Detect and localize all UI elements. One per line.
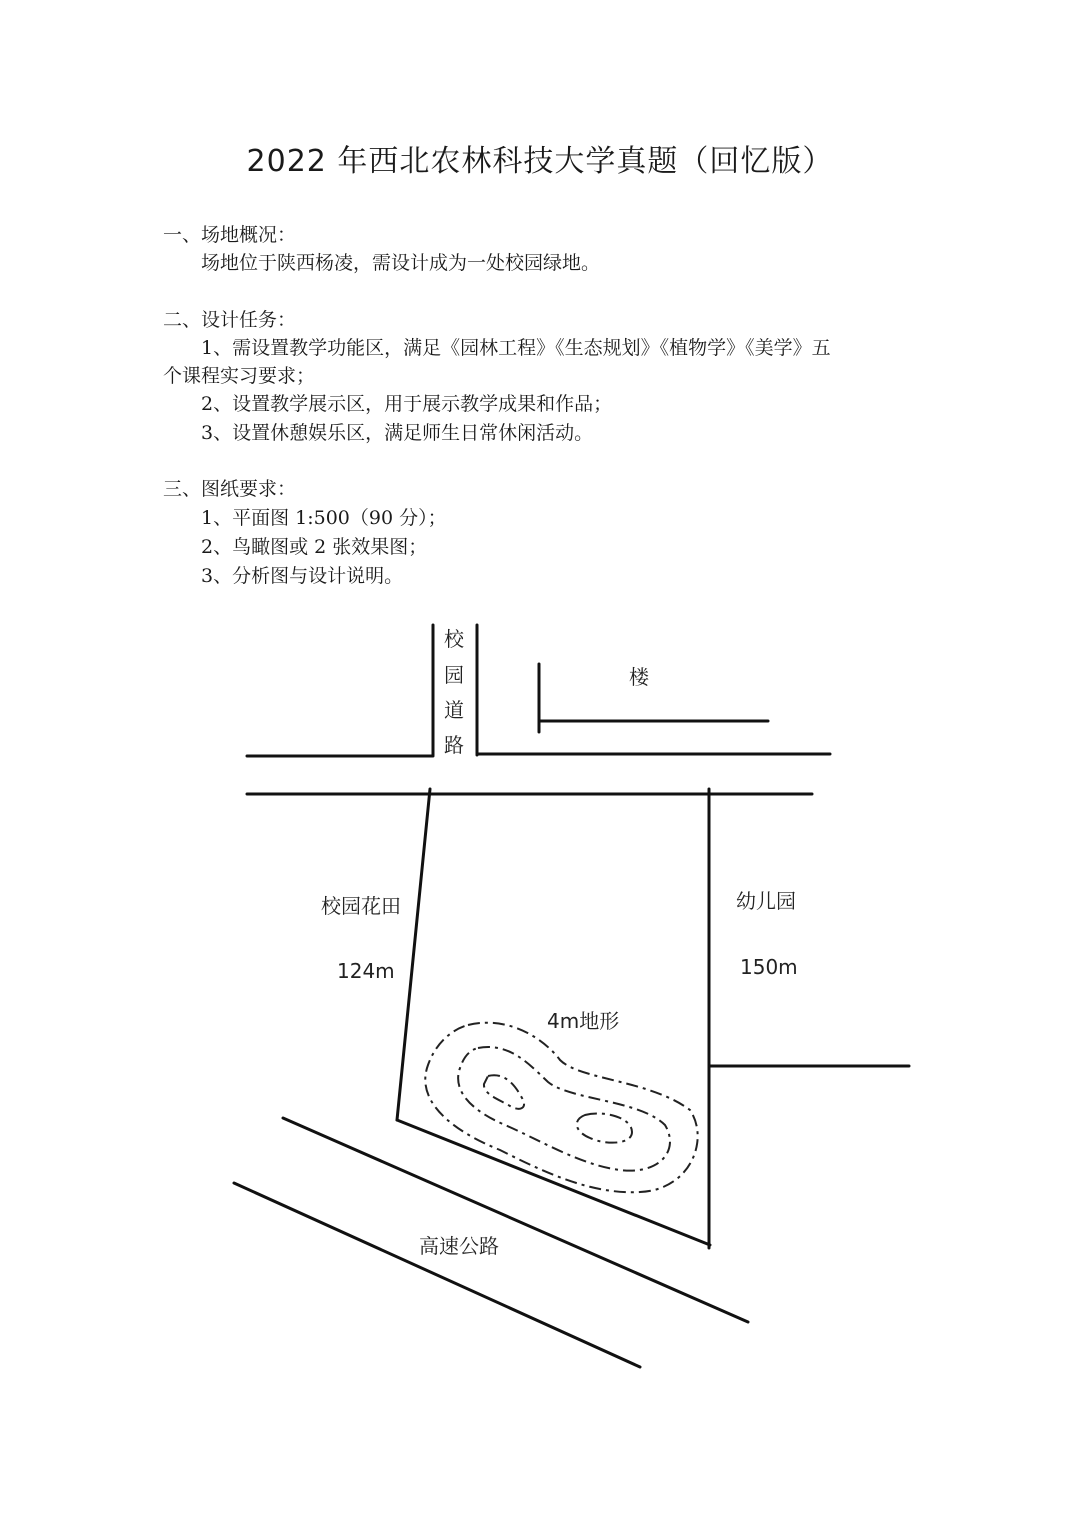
campus-road-label-2: 园 (444, 663, 464, 687)
section3-line: 3、分析图与设计说明。 (201, 565, 404, 587)
section2-line: 3、设置休憩娱乐区，满足师生日常休闲活动。 (201, 422, 594, 444)
section2-heading: 二、设计任务： (163, 309, 297, 331)
section3-line: 2、鸟瞰图或 2 张效果图； (201, 536, 428, 558)
building-label: 楼 (629, 665, 649, 689)
section3-line: 1、平面图 1:500（90 分）； (201, 507, 447, 529)
highway-label: 高速公路 (419, 1234, 499, 1258)
section2-line: 2、设置教学展示区，用于展示教学成果和作品； (201, 393, 613, 415)
site-boundary-west (397, 789, 430, 1120)
section3-heading: 三、图纸要求： (163, 478, 297, 500)
highway-edge-north (283, 1118, 748, 1322)
terrain-contour-middle (458, 1047, 670, 1171)
terrain-contour-outer (425, 1023, 697, 1193)
terrain-label: 4m地形 (547, 1009, 620, 1033)
terrain-contour-peak-2 (577, 1114, 632, 1143)
section1-line: 场地位于陕西杨凌，需设计成为一处校园绿地。 (201, 252, 601, 274)
site-boundary-south (397, 1120, 710, 1245)
campus-farm-label: 校园花田 (321, 894, 401, 918)
section2-line: 1、需设置教学功能区，满足《园林工程》《生态规划》《植物学》《美学》五 (201, 337, 831, 359)
campus-road-label-1: 校 (444, 627, 464, 651)
page-title: 2022 年西北农林科技大学真题（回忆版） (246, 144, 834, 179)
terrain-contour-peak-1 (484, 1075, 524, 1109)
campus-road-label-4: 路 (444, 733, 464, 757)
kindergarten-length-label: 150m (740, 955, 798, 979)
section1-heading: 一、场地概况： (163, 224, 297, 246)
kindergarten-label: 幼儿园 (736, 889, 796, 913)
section2-line: 个课程实习要求； (163, 365, 316, 387)
farm-length-label: 124m (337, 959, 395, 983)
terrain-contours (425, 1023, 697, 1193)
campus-road-label-3: 道 (444, 698, 464, 722)
highway-edge-south (234, 1183, 640, 1367)
